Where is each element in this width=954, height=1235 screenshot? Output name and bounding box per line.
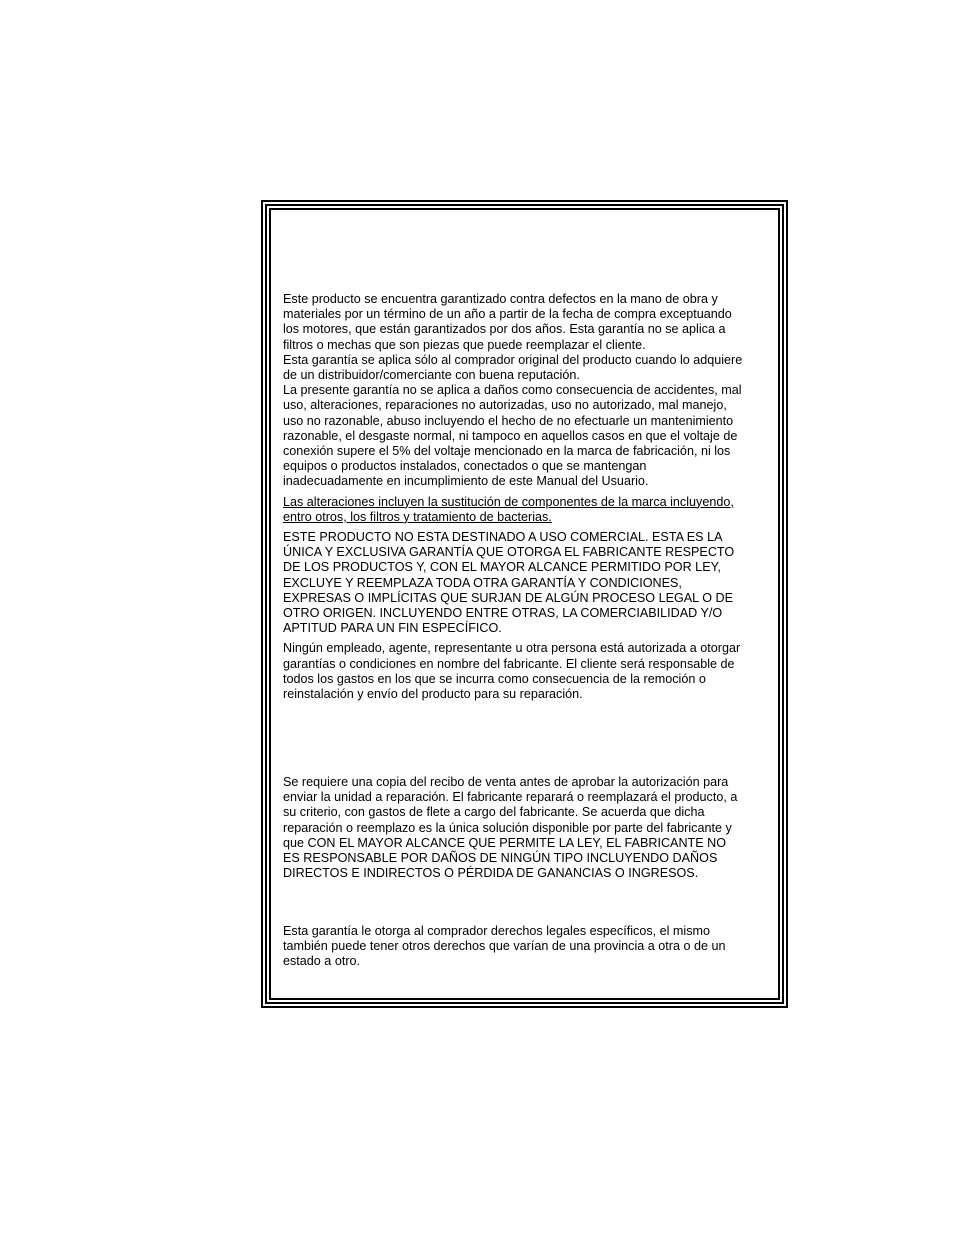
paragraph-receipt-required: Se requiere una copia del recibo de venta antes de aprobar la autorización para enviar la unidad a reparación. El fabricante reparará o reemplazará el producto, a su criterio, con gastos de flete a cargo del fabricante. Se acuerda que dicha reparación o reemplazo es la única solución disponible por parte del fabricante y que CON EL MAYOR ALCANCE QUE PERMITE LA LEY, EL FABRICANTE NO ES RESPONSABLE POR DAÑOS DE NINGÚN TIPO INCLUYENDO DAÑOS DIRECTOS E INDIRECTOS O PÉRDIDA DE GANANCIAS O INGRESOS. bbox=[283, 775, 738, 881]
warranty-section-2 bbox=[283, 775, 769, 881]
paragraph-no-employee: Ningún empleado, agente, representante u otra persona está autorizada a otorgar garantías o condiciones en nombre del fabricante. El cliente será responsable de todos los gastos en los que se incurra como consecuencia de la remoción o reinstalación y envío del producto para su reparación. bbox=[283, 641, 741, 702]
warranty-section-3 bbox=[283, 924, 769, 970]
paragraph-original-buyer: Esta garantía se aplica sólo al comprador original del producto cuando lo adquiere de un distribuidor/comerciante con buena reputación. bbox=[283, 352, 743, 383]
paragraph-not-commercial: ESTE PRODUCTO NO ESTA DESTINADO A USO COMERCIAL. ESTA ES LA ÚNICA Y EXCLUSIVA GARANTÍA QUE OTORGA EL FABRICANTE RESPECTO DE LOS PRODUCTOS Y, CON EL MAYOR ALCANCE PERMITIDO POR LEY, EXCLUYE Y REEMPLAZA TODA OTRA GARANTÍA Y CONDICIONES, EXPRESAS O IMPLÍCITAS QUE SURJAN DE ALGÚN PROCESO LEGAL O DE OTRO ORIGEN. INCLUYENDO ENTRE OTRAS, LA COMERCIABILIDAD Y/O APTITUD PARA UN FIN ESPECÍFICO. bbox=[283, 530, 735, 636]
paragraph-alterations: Las alteraciones incluyen la sustitución de componentes de la marca incluyendo, entro otros, los filtros y tratamiento de bacterias. bbox=[283, 494, 734, 524]
paragraph-legal-rights: Esta garantía le otorga al comprador derechos legales específicos, el mismo también puede tener otros derechos que varían de una provincia a otra o de un estado a otro. bbox=[283, 924, 726, 969]
paragraph-exclusions: La presente garantía no se aplica a daños como consecuencia de accidentes, mal uso, alteraciones, reparaciones no autorizadas, uso no autorizado, mal manejo, uso no razonable, abuso incluyendo el hecho de no efectuarle un mantenimiento razonable, el desgaste normal, ni tampoco en aquellos casos en que el voltaje de conexión supere el 5% del voltaje mencionado en la marca de fabricación, ni los equipos o productos instalados, conectados o que se mantengan inadecuadamente en incumplimiento de este Manual del Usuario. bbox=[283, 383, 742, 489]
paragraph-warranty-terms: Este producto se encuentra garantizado contra defectos en la mano de obra y materiales por un término de un año a partir de la fecha de compra exceptuando los motores, que están garantizados por dos años. Esta garantía no se aplica a filtros o mechas que son piezas que puede reemplazar el cliente. bbox=[283, 292, 732, 352]
warranty-section-1 bbox=[283, 292, 769, 702]
